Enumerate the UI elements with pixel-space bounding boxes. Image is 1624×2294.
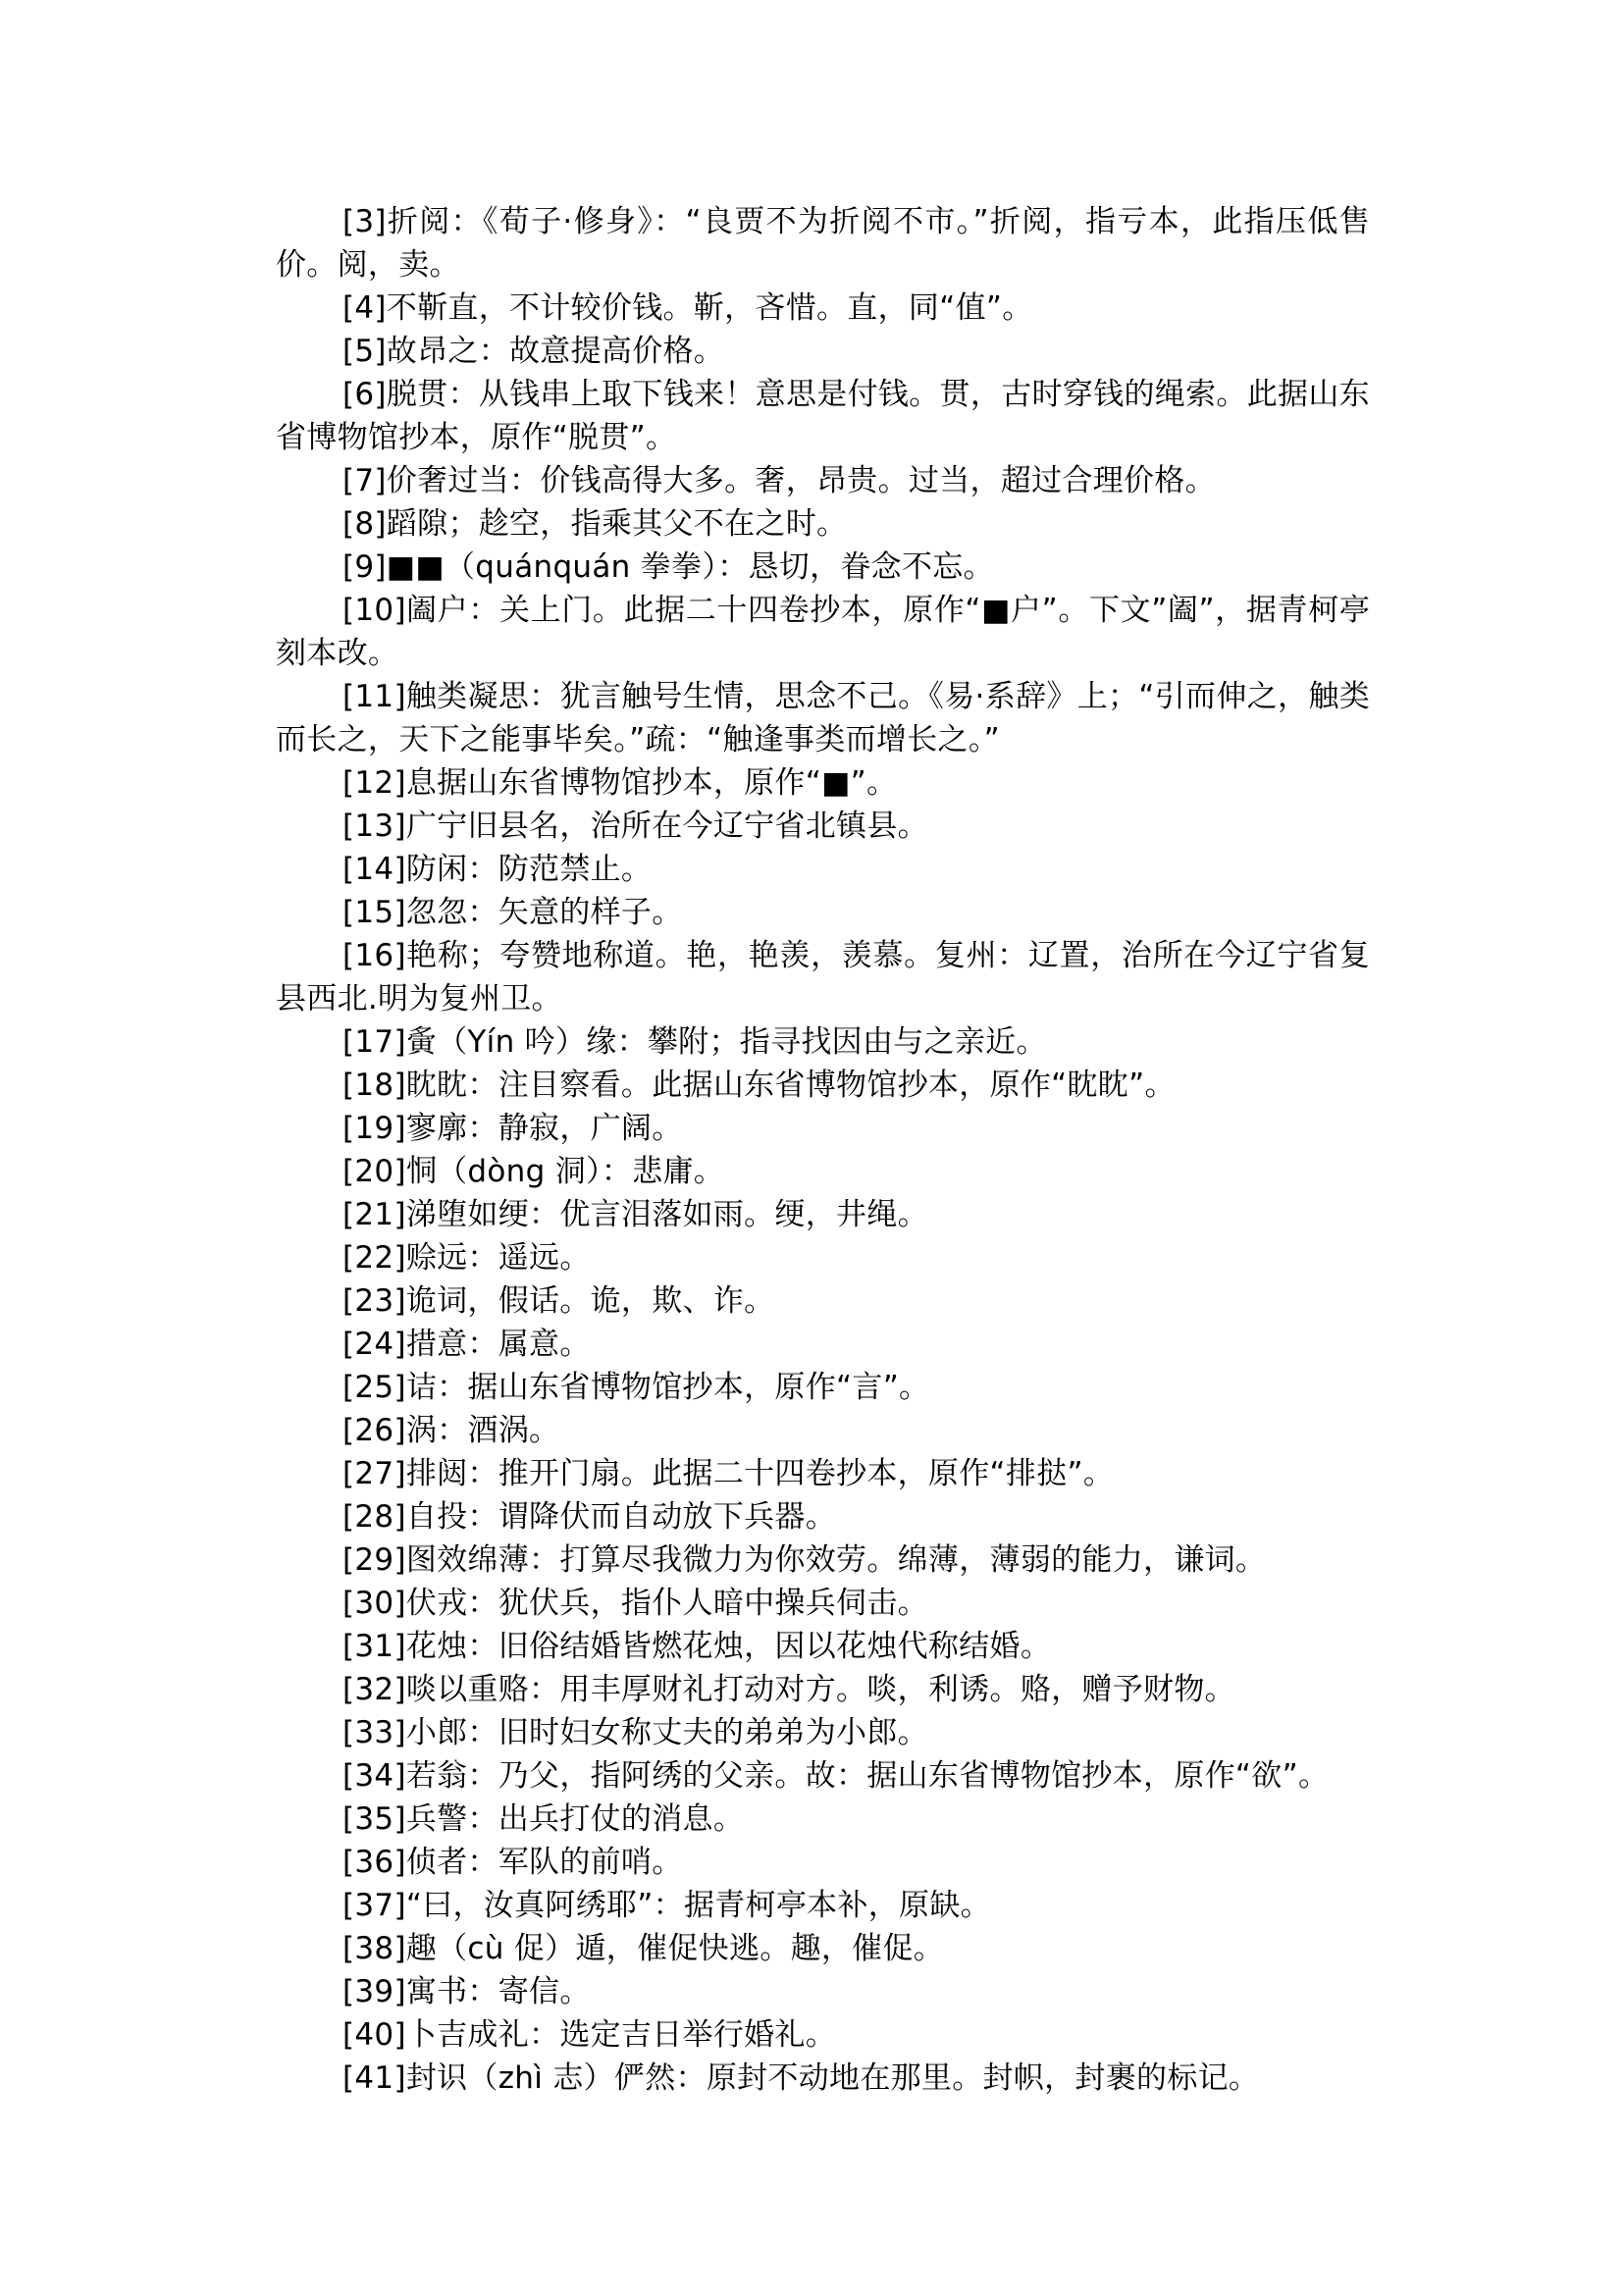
note-11: [11]触类凝思：犹言触号生情，思念不己。《易·系辞》上；“引而伸之，触类而长之，天下之能事毕矣。”疏：“触逢事类而增长之。”	[276, 679, 1370, 757]
annotation-notes	[276, 200, 1370, 2100]
note-35: [35]兵警：出兵打仗的消息。	[342, 1801, 745, 1837]
note-26: [26]涡：酒涡。	[342, 1413, 560, 1448]
note-41: [41]封识（zhì 志）俨然：原封不动地在那里。封帜，封裹的标记。	[342, 2060, 1260, 2096]
note-32: [32]啖以重赂：用丰厚财礼打动对方。啖，利诱。赂，赠予财物。	[342, 1672, 1235, 1707]
note-12: [12]息据山东省博物馆抄本，原作“■”。	[342, 765, 898, 801]
note-17: [17]夤（Yín 吟）缘：攀附；指寻找因由与之亲近。	[342, 1024, 1047, 1060]
note-22: [22]赊远：遥远。	[342, 1240, 591, 1276]
note-24: [24]措意：属意。	[342, 1327, 591, 1362]
note-21: [21]涕堕如绠：优言泪落如雨。绠，井绳。	[342, 1197, 928, 1232]
note-13: [13]广宁旧县名，治所在今辽宁省北镇县。	[342, 808, 928, 844]
note-23: [23]诡词，假话。诡，欺、诈。	[342, 1283, 775, 1319]
note-18: [18]眈眈：注目察看。此据山东省博物馆抄本，原作“眈眈”。	[342, 1068, 1176, 1103]
note-36: [36]侦者：军队的前哨。	[342, 1845, 683, 1880]
note-38: [38]趣（cù 促）遁，催促快逃。趣，催促。	[342, 1931, 945, 1966]
note-14: [14]防闲：防范禁止。	[342, 852, 653, 887]
note-15: [15]忽忽：矢意的样子。	[342, 895, 683, 930]
note-30: [30]伏戎：犹伏兵，指仆人暗中操兵伺击。	[342, 1586, 928, 1621]
note-20: [20]恫（dòng 洞）：悲庸。	[342, 1154, 725, 1189]
note-19: [19]寥廓：静寂，广阔。	[342, 1111, 683, 1146]
note-34: [34]若翁：乃父，指阿绣的父亲。故：据山东省博物馆抄本，原作“欲”。	[342, 1758, 1330, 1794]
note-37: [37]“曰，汝真阿绣耶”：据青柯亭本补，原缺。	[342, 1888, 991, 1923]
note-7: [7]价奢过当：价钱高得大多。奢，昂贵。过当，超过合理价格。	[342, 463, 1216, 498]
note-4: [4]不靳直，不计较价钱。靳，吝惜。直，同“值”。	[342, 290, 1033, 326]
note-9: [9]■■（quánquán 拳拳）：恳切，眷念不忘。	[342, 549, 994, 585]
note-5: [5]故昂之：故意提高价格。	[342, 334, 725, 369]
note-31: [31]花烛：旧俗结婚皆燃花烛，因以花烛代称结婚。	[342, 1629, 1052, 1664]
note-3: [3]折阅：《荀子·修身》：“良贾不为折阅不市。”折阅，指亏本，此指压低售价。阅，卖。	[276, 204, 1370, 283]
note-25: [25]诘：据山东省博物馆抄本，原作“言”。	[342, 1370, 930, 1405]
note-10: [10]阖户：关上门。此据二十四卷抄本，原作“■户”。下文”阖”，据青柯亭刻本改。	[276, 593, 1370, 671]
note-6: [6]脱贯：从钱串上取下钱来！意思是付钱。贯，古时穿钱的绳索。此据山东省博物馆抄本，原作“脱贯”。	[276, 377, 1370, 455]
note-39: [39]寓书：寄信。	[342, 1974, 591, 2009]
note-33: [33]小郎：旧时妇女称丈夫的弟弟为小郎。	[342, 1715, 928, 1750]
note-28: [28]自投：谓降伏而自动放下兵器。	[342, 1499, 837, 1535]
note-27: [27]排闼：推开门扇。此据二十四卷抄本，原作“排挞”。	[342, 1456, 1115, 1491]
note-16: [16]艳称；夸赞地称道。艳，艳羡，羡慕。复州：辽置，治所在今辽宁省复县西北.明为复州卫。	[276, 938, 1370, 1017]
note-40: [40]卜吉成礼：选定吉日举行婚礼。	[342, 2017, 837, 2053]
note-29: [29]图效绵薄：打算尽我微力为你效劳。绵薄，薄弱的能力，谦词。	[342, 1542, 1267, 1578]
note-8: [8]蹈隙；趁空，指乘其父不在之时。	[342, 506, 848, 542]
